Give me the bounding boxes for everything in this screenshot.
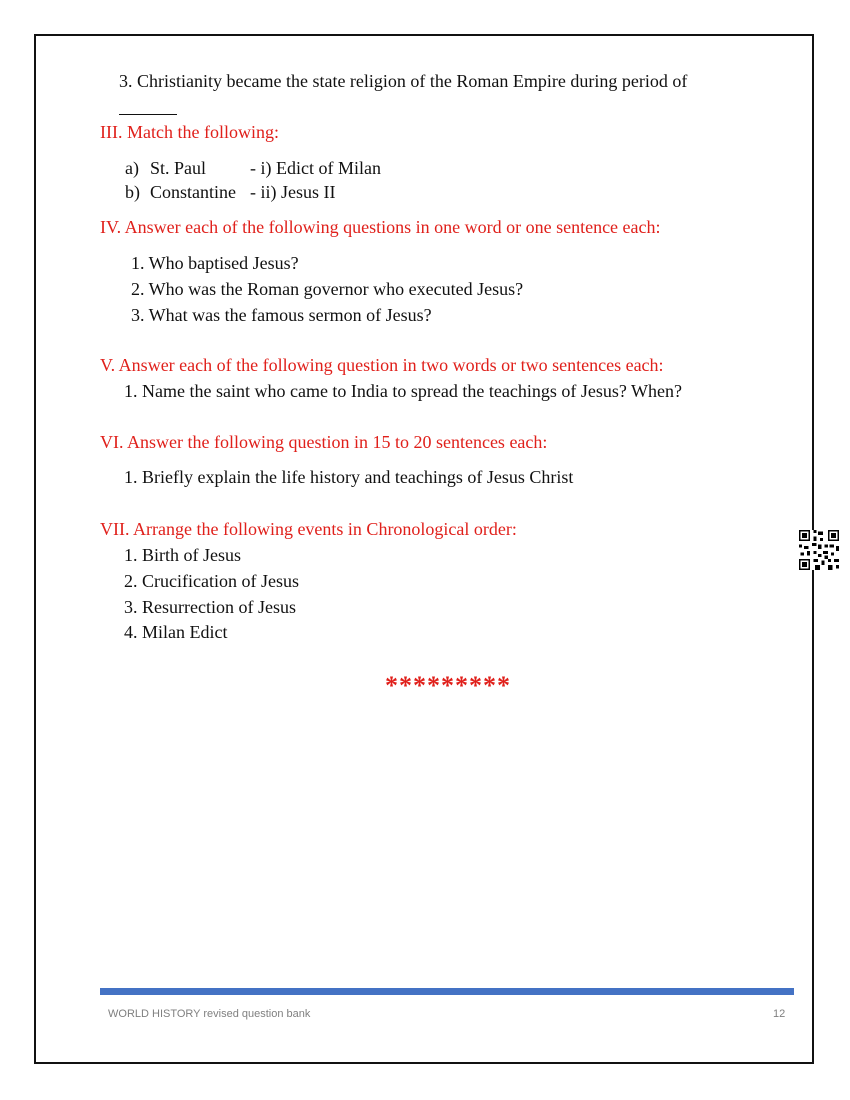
list-item: 1. Briefly explain the life history and teachings of Jesus Christ bbox=[124, 467, 574, 487]
list-item: 2. Who was the Roman governor who executed Jesus? bbox=[131, 279, 524, 299]
list-item: 4. Milan Edict bbox=[124, 622, 228, 642]
footer-title: WORLD HISTORY revised question bank bbox=[108, 1008, 311, 1020]
section-heading-one-word: IV. Answer each of the following questions in one word or one sentence each: bbox=[100, 217, 661, 237]
list-item: 1. Name the saint who came to India to spread the teachings of Jesus? When? bbox=[124, 381, 682, 401]
list-item: 1. Birth of Jesus bbox=[124, 545, 241, 565]
match-row bbox=[125, 158, 381, 179]
list-item: 3. What was the famous sermon of Jesus? bbox=[131, 305, 432, 325]
section-heading-match: III. Match the following: bbox=[100, 122, 279, 142]
question-text: 3. Christianity became the state religion of the Roman Empire during period of bbox=[119, 71, 688, 91]
match-value: - i) Edict of Milan bbox=[250, 158, 381, 178]
list-item: 1. Who baptised Jesus? bbox=[131, 253, 299, 273]
section-heading-two-words: V. Answer each of the following question in two words or two sentences each: bbox=[100, 355, 664, 375]
list-item: 2. Crucification of Jesus bbox=[124, 571, 299, 591]
answer-blank bbox=[119, 114, 177, 115]
section-heading-chronological: VII. Arrange the following events in Chronological order: bbox=[100, 519, 517, 539]
page-number: 12 bbox=[773, 1008, 786, 1020]
match-name: Constantine bbox=[150, 182, 236, 202]
match-letter: b) bbox=[125, 182, 140, 202]
match-name: St. Paul bbox=[150, 158, 207, 178]
footer-divider bbox=[100, 988, 794, 995]
qr-code-icon bbox=[799, 530, 839, 570]
match-value: - ii) Jesus II bbox=[250, 182, 336, 202]
section-heading-long-answer: VI. Answer the following question in 15 to 20 sentences each: bbox=[100, 432, 548, 452]
end-marker: ********* bbox=[385, 671, 511, 700]
list-item: 3. Resurrection of Jesus bbox=[124, 597, 296, 617]
match-row bbox=[125, 182, 335, 203]
match-letter: a) bbox=[125, 158, 139, 178]
